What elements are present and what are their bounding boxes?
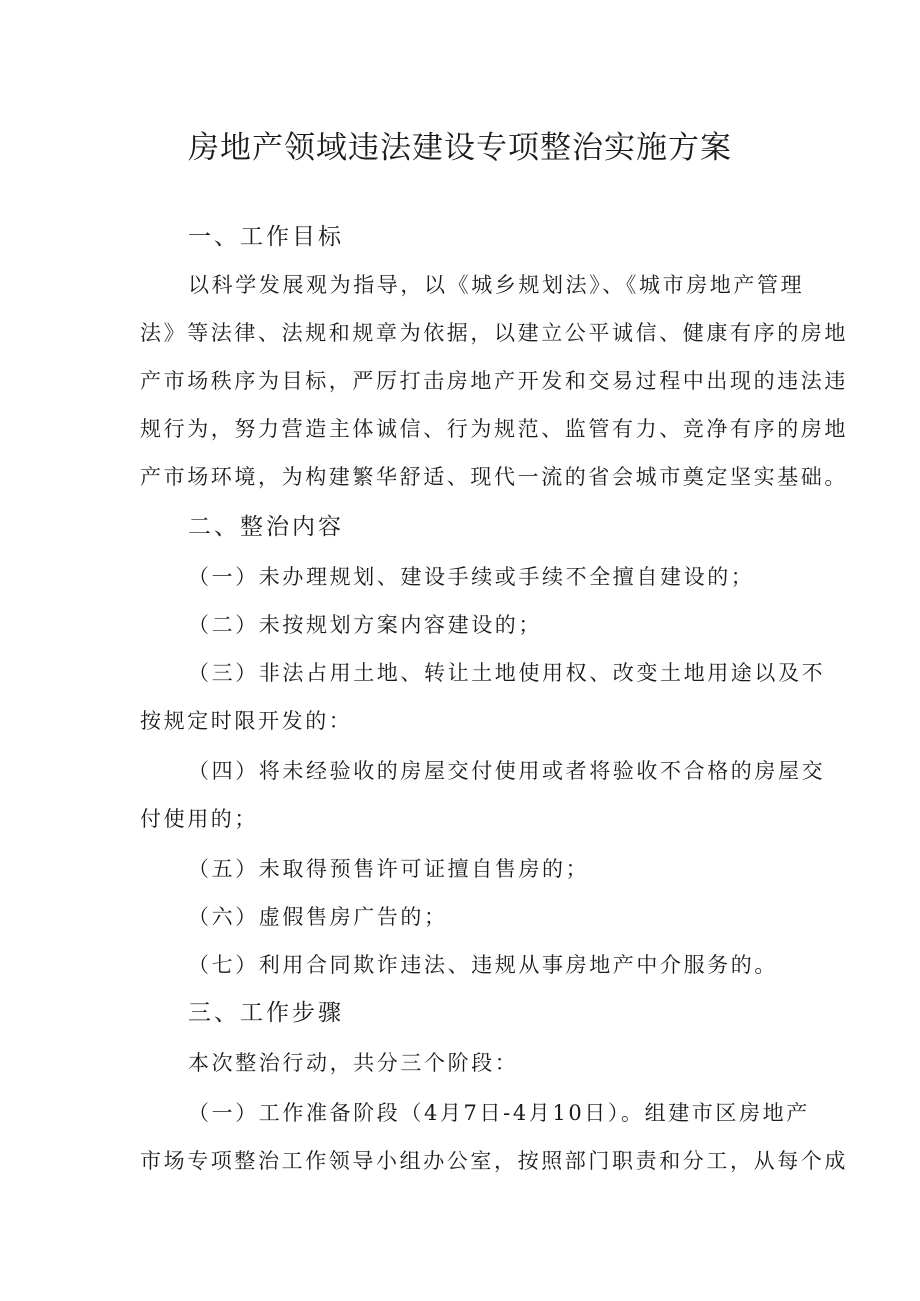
paragraph-line: 本次整治行动，共分三个阶段： bbox=[188, 1051, 519, 1075]
paragraph-line: 市场专项整治工作领导小组办公室，按照部门职责和分工，从每个成 bbox=[140, 1149, 848, 1173]
section-heading-goals: 一、工作目标 bbox=[188, 224, 344, 250]
list-item: （七）利用合同欺诈违法、违规从事房地产中介服务的。 bbox=[188, 953, 778, 977]
section-heading-content: 二、整治内容 bbox=[188, 514, 344, 540]
list-item: （二）未按规划方案内容建设的； bbox=[188, 613, 542, 637]
list-item-continuation: 按规定时限开发的： bbox=[140, 709, 353, 733]
list-item: （一）未办理规划、建设手续或手续不全擅自建设的； bbox=[188, 565, 755, 589]
paragraph-line: 法》等法律、法规和规章为依据，以建立公平诚信、健康有序的房地 bbox=[140, 321, 848, 345]
list-item: （四）将未经验收的房屋交付使用或者将验收不合格的房屋交 bbox=[188, 759, 826, 783]
paragraph-line: 规行为，努力营造主体诚信、行为规范、监管有力、竞净有序的房地 bbox=[140, 417, 848, 441]
list-item: （五）未取得预售许可证擅自售房的； bbox=[188, 857, 590, 881]
paragraph-line: 以科学发展观为指导，以《城乡规划法》、《城市房地产管理 bbox=[188, 273, 805, 297]
paragraph-line: 产市场秩序为目标，严厉打击房地产开发和交易过程中出现的违法违 bbox=[140, 369, 848, 393]
list-item: （六）虚假售房广告的； bbox=[188, 905, 448, 929]
list-item: （三）非法占用土地、转让土地使用权、改变土地用途以及不 bbox=[188, 661, 826, 685]
list-item-continuation: 付使用的； bbox=[140, 807, 258, 831]
paragraph-line: 产市场环境，为构建繁华舒适、现代一流的省会城市奠定坚实基础。 bbox=[140, 465, 848, 489]
section-heading-steps: 三、工作步骤 bbox=[188, 1000, 344, 1026]
document-title: 房地产领域违法建设专项整治实施方案 bbox=[188, 130, 732, 166]
paragraph-line: （一）工作准备阶段（4月7日-4月10日）。组建市区房地产 bbox=[188, 1101, 810, 1125]
